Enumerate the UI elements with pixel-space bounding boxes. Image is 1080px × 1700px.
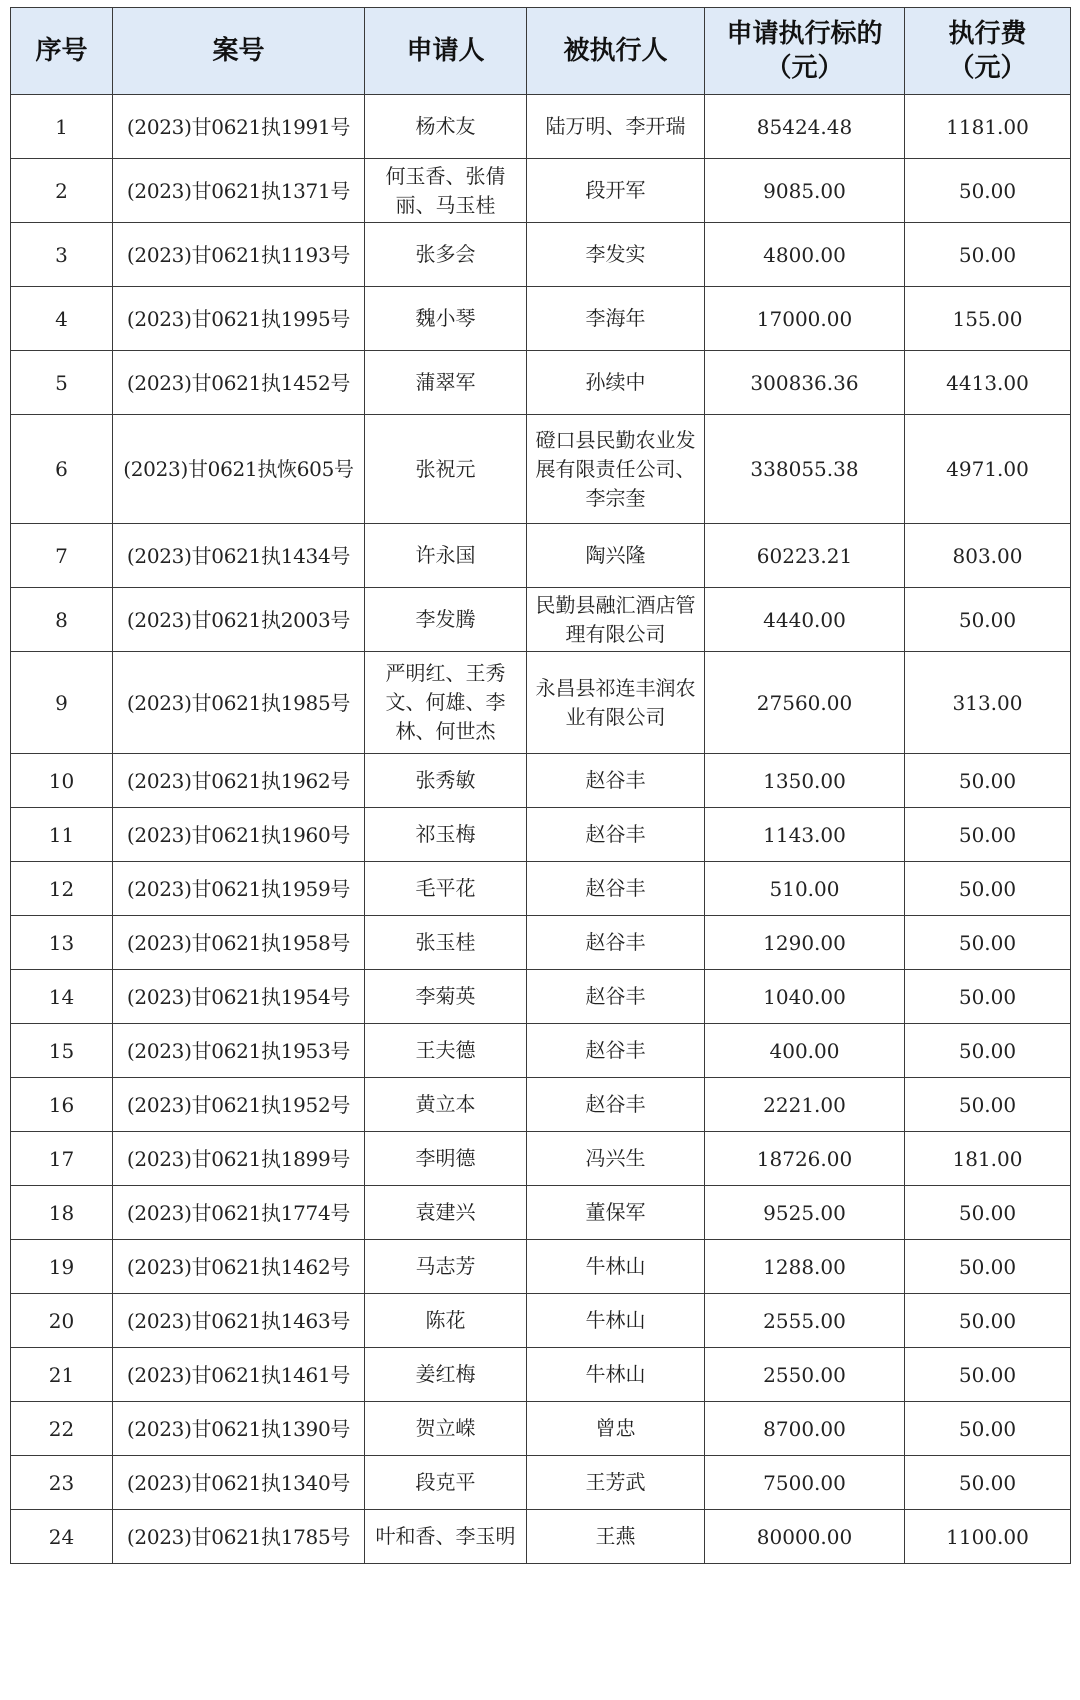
- cell-amount: 2555.00: [705, 1294, 905, 1348]
- cell-amount: 338055.38: [705, 415, 905, 524]
- table-row: [11, 1240, 1071, 1294]
- cell-respondent: 陆万明、李开瑞: [527, 95, 705, 159]
- cell-respondent: 王芳武: [527, 1456, 705, 1510]
- cell-case-number: (2023)甘0621执1991号: [113, 95, 365, 159]
- cell-respondent: 赵谷丰: [527, 754, 705, 808]
- table-row: [11, 754, 1071, 808]
- cell-amount: 1290.00: [705, 916, 905, 970]
- table-row: [11, 351, 1071, 415]
- cell-amount: 17000.00: [705, 287, 905, 351]
- header-seq: 序号: [11, 8, 113, 95]
- cell-amount: 18726.00: [705, 1132, 905, 1186]
- cell-seq: 22: [11, 1402, 113, 1456]
- cell-applicant: 王夫德: [365, 1024, 527, 1078]
- cell-case-number: (2023)甘0621执1461号: [113, 1348, 365, 1402]
- cell-applicant: 严明红、王秀文、何雄、李林、何世杰: [365, 652, 527, 754]
- cell-case-number: (2023)甘0621执1962号: [113, 754, 365, 808]
- cell-applicant: 蒲翠军: [365, 351, 527, 415]
- cell-respondent: 牛林山: [527, 1348, 705, 1402]
- cell-fee: 1100.00: [905, 1510, 1071, 1564]
- cell-respondent: 赵谷丰: [527, 916, 705, 970]
- cell-respondent: 段开军: [527, 159, 705, 223]
- cell-seq: 6: [11, 415, 113, 524]
- cell-fee: 50.00: [905, 916, 1071, 970]
- cell-applicant: 姜红梅: [365, 1348, 527, 1402]
- cell-respondent: 冯兴生: [527, 1132, 705, 1186]
- cell-fee: 50.00: [905, 588, 1071, 652]
- cell-seq: 23: [11, 1456, 113, 1510]
- cell-fee: 4971.00: [905, 415, 1071, 524]
- header-fee: 执行费（元）: [905, 8, 1071, 95]
- table-row: [11, 1510, 1071, 1564]
- cell-respondent: 磴口县民勤农业发展有限责任公司、李宗奎: [527, 415, 705, 524]
- cell-case-number: (2023)甘0621执1953号: [113, 1024, 365, 1078]
- table-row: [11, 1294, 1071, 1348]
- cell-seq: 11: [11, 808, 113, 862]
- cell-fee: 313.00: [905, 652, 1071, 754]
- cell-seq: 19: [11, 1240, 113, 1294]
- cell-amount: 9525.00: [705, 1186, 905, 1240]
- table-row: [11, 524, 1071, 588]
- cell-amount: 8700.00: [705, 1402, 905, 1456]
- cell-amount: 60223.21: [705, 524, 905, 588]
- cell-seq: 4: [11, 287, 113, 351]
- header-amount: 申请执行标的（元）: [705, 8, 905, 95]
- cell-amount: 85424.48: [705, 95, 905, 159]
- cell-respondent: 赵谷丰: [527, 970, 705, 1024]
- cell-respondent: 曾忠: [527, 1402, 705, 1456]
- cell-seq: 18: [11, 1186, 113, 1240]
- cell-fee: 50.00: [905, 754, 1071, 808]
- cell-seq: 12: [11, 862, 113, 916]
- table-row: [11, 1024, 1071, 1078]
- cell-amount: 4440.00: [705, 588, 905, 652]
- cell-respondent: 赵谷丰: [527, 1024, 705, 1078]
- cell-case-number: (2023)甘0621执1995号: [113, 287, 365, 351]
- cell-case-number: (2023)甘0621执1960号: [113, 808, 365, 862]
- cell-amount: 400.00: [705, 1024, 905, 1078]
- cell-case-number: (2023)甘0621执1985号: [113, 652, 365, 754]
- cell-case-number: (2023)甘0621执1452号: [113, 351, 365, 415]
- cell-amount: 1040.00: [705, 970, 905, 1024]
- table-row: [11, 1402, 1071, 1456]
- cell-seq: 17: [11, 1132, 113, 1186]
- cell-fee: 50.00: [905, 223, 1071, 287]
- cell-case-number: (2023)甘0621执1952号: [113, 1078, 365, 1132]
- cell-amount: 1288.00: [705, 1240, 905, 1294]
- cell-case-number: (2023)甘0621执1959号: [113, 862, 365, 916]
- cell-applicant: 张多会: [365, 223, 527, 287]
- cell-applicant: 叶和香、李玉明: [365, 1510, 527, 1564]
- cell-fee: 4413.00: [905, 351, 1071, 415]
- cell-amount: 1143.00: [705, 808, 905, 862]
- cell-respondent: 赵谷丰: [527, 808, 705, 862]
- case-table-document: [10, 7, 1070, 1693]
- cell-respondent: 董保军: [527, 1186, 705, 1240]
- cell-applicant: 袁建兴: [365, 1186, 527, 1240]
- table-row: [11, 862, 1071, 916]
- cell-seq: 5: [11, 351, 113, 415]
- cell-fee: 50.00: [905, 1024, 1071, 1078]
- cell-seq: 15: [11, 1024, 113, 1078]
- table-row: [11, 970, 1071, 1024]
- cell-respondent: 牛林山: [527, 1240, 705, 1294]
- cell-case-number: (2023)甘0621执1390号: [113, 1402, 365, 1456]
- cell-fee: 50.00: [905, 1186, 1071, 1240]
- table-row: [11, 95, 1071, 159]
- cell-applicant: 何玉香、张倩丽、马玉桂: [365, 159, 527, 223]
- cell-seq: 21: [11, 1348, 113, 1402]
- table-row: [11, 1348, 1071, 1402]
- cell-applicant: 张秀敏: [365, 754, 527, 808]
- cell-fee: 50.00: [905, 970, 1071, 1024]
- cell-amount: 300836.36: [705, 351, 905, 415]
- cell-applicant: 黄立本: [365, 1078, 527, 1132]
- table-row: [11, 1186, 1071, 1240]
- cell-case-number: (2023)甘0621执1899号: [113, 1132, 365, 1186]
- cell-applicant: 贺立嵘: [365, 1402, 527, 1456]
- cell-fee: 50.00: [905, 1402, 1071, 1456]
- cell-respondent: 李海年: [527, 287, 705, 351]
- cell-respondent: 李发实: [527, 223, 705, 287]
- cell-fee: 50.00: [905, 1294, 1071, 1348]
- cell-seq: 2: [11, 159, 113, 223]
- cell-amount: 4800.00: [705, 223, 905, 287]
- header-case-number: 案号: [113, 8, 365, 95]
- cell-seq: 8: [11, 588, 113, 652]
- cell-applicant: 毛平花: [365, 862, 527, 916]
- cell-respondent: 永昌县祁连丰润农业有限公司: [527, 652, 705, 754]
- cell-applicant: 许永国: [365, 524, 527, 588]
- cell-seq: 14: [11, 970, 113, 1024]
- cell-case-number: (2023)甘0621执1785号: [113, 1510, 365, 1564]
- cell-amount: 2550.00: [705, 1348, 905, 1402]
- cell-seq: 7: [11, 524, 113, 588]
- table-row: [11, 223, 1071, 287]
- table-row: [11, 1456, 1071, 1510]
- table-row: [11, 159, 1071, 223]
- cell-fee: 181.00: [905, 1132, 1071, 1186]
- cell-case-number: (2023)甘0621执1462号: [113, 1240, 365, 1294]
- cell-seq: 24: [11, 1510, 113, 1564]
- table-row: [11, 588, 1071, 652]
- cell-seq: 9: [11, 652, 113, 754]
- cell-fee: 50.00: [905, 808, 1071, 862]
- cell-fee: 803.00: [905, 524, 1071, 588]
- cell-applicant: 马志芳: [365, 1240, 527, 1294]
- cell-applicant: 李菊英: [365, 970, 527, 1024]
- table-row: [11, 415, 1071, 524]
- cell-case-number: (2023)甘0621执恢605号: [113, 415, 365, 524]
- cell-applicant: 张玉桂: [365, 916, 527, 970]
- cell-amount: 80000.00: [705, 1510, 905, 1564]
- cell-fee: 50.00: [905, 862, 1071, 916]
- cell-respondent: 赵谷丰: [527, 1078, 705, 1132]
- table-row: [11, 1078, 1071, 1132]
- cell-applicant: 祁玉梅: [365, 808, 527, 862]
- cell-applicant: 张祝元: [365, 415, 527, 524]
- cell-seq: 10: [11, 754, 113, 808]
- table-body: [11, 95, 1071, 1564]
- cell-respondent: 陶兴隆: [527, 524, 705, 588]
- cell-amount: 2221.00: [705, 1078, 905, 1132]
- table-header-row: [11, 8, 1071, 95]
- cell-fee: 50.00: [905, 1240, 1071, 1294]
- cell-respondent: 王燕: [527, 1510, 705, 1564]
- cell-respondent: 孙续中: [527, 351, 705, 415]
- cell-case-number: (2023)甘0621执1958号: [113, 916, 365, 970]
- cell-fee: 50.00: [905, 1078, 1071, 1132]
- cell-fee: 50.00: [905, 1456, 1071, 1510]
- cell-case-number: (2023)甘0621执2003号: [113, 588, 365, 652]
- cell-amount: 510.00: [705, 862, 905, 916]
- cell-applicant: 李明德: [365, 1132, 527, 1186]
- cell-amount: 27560.00: [705, 652, 905, 754]
- cell-case-number: (2023)甘0621执1774号: [113, 1186, 365, 1240]
- cell-case-number: (2023)甘0621执1954号: [113, 970, 365, 1024]
- enforcement-case-table: [10, 7, 1071, 1564]
- cell-seq: 1: [11, 95, 113, 159]
- cell-seq: 13: [11, 916, 113, 970]
- cell-fee: 50.00: [905, 159, 1071, 223]
- cell-respondent: 民勤县融汇酒店管理有限公司: [527, 588, 705, 652]
- cell-case-number: (2023)甘0621执1434号: [113, 524, 365, 588]
- cell-amount: 1350.00: [705, 754, 905, 808]
- cell-seq: 16: [11, 1078, 113, 1132]
- cell-amount: 9085.00: [705, 159, 905, 223]
- cell-case-number: (2023)甘0621执1463号: [113, 1294, 365, 1348]
- cell-applicant: 陈花: [365, 1294, 527, 1348]
- cell-fee: 155.00: [905, 287, 1071, 351]
- cell-applicant: 杨术友: [365, 95, 527, 159]
- cell-seq: 3: [11, 223, 113, 287]
- cell-respondent: 牛林山: [527, 1294, 705, 1348]
- cell-applicant: 李发腾: [365, 588, 527, 652]
- table-row: [11, 916, 1071, 970]
- cell-respondent: 赵谷丰: [527, 862, 705, 916]
- table-row: [11, 808, 1071, 862]
- cell-fee: 50.00: [905, 1348, 1071, 1402]
- header-respondent: 被执行人: [527, 8, 705, 95]
- table-row: [11, 652, 1071, 754]
- header-applicant: 申请人: [365, 8, 527, 95]
- cell-seq: 20: [11, 1294, 113, 1348]
- cell-amount: 7500.00: [705, 1456, 905, 1510]
- cell-case-number: (2023)甘0621执1371号: [113, 159, 365, 223]
- cell-applicant: 魏小琴: [365, 287, 527, 351]
- cell-fee: 1181.00: [905, 95, 1071, 159]
- table-row: [11, 287, 1071, 351]
- cell-case-number: (2023)甘0621执1193号: [113, 223, 365, 287]
- cell-case-number: (2023)甘0621执1340号: [113, 1456, 365, 1510]
- table-row: [11, 1132, 1071, 1186]
- cell-applicant: 段克平: [365, 1456, 527, 1510]
